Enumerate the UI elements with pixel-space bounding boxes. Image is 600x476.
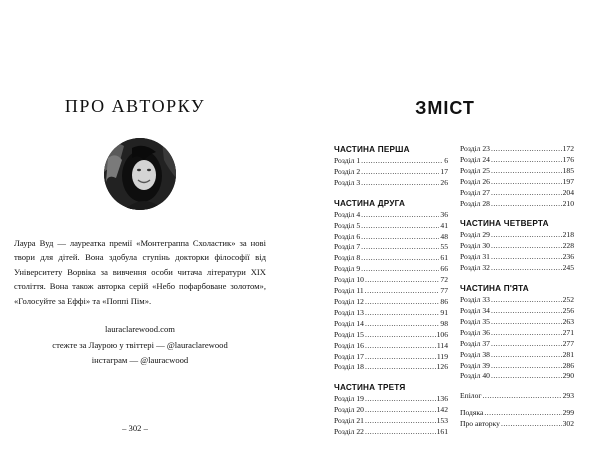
- entry-label: Розділ 30: [460, 241, 490, 251]
- contents-entry: [334, 242, 448, 253]
- dot-leader: [483, 391, 562, 402]
- contents-entry: [460, 391, 574, 402]
- contents-entry: [460, 306, 574, 317]
- contents-entry: [334, 264, 448, 275]
- entry-label: Розділ 1: [334, 156, 361, 165]
- contents-entry: [460, 350, 574, 361]
- contents-entry: [334, 286, 448, 297]
- contents-part: [334, 382, 448, 438]
- entry-label: Подяка: [460, 408, 484, 418]
- contents-entry: [334, 362, 448, 373]
- dot-leader: [365, 330, 436, 341]
- dot-leader: [501, 419, 562, 430]
- entry-page-number: 61: [440, 253, 448, 263]
- dot-leader: [491, 144, 562, 155]
- author-bio: Лаура Вуд — лауреатка премії «Монтеграппа Схоластик» за нові твори для дітей. Вона здобула ступінь докторки філософії від Університету Ворвіка за вивчення особи читача літератури XIX століття. Вона також авторка серій «Небо пофарбоване золотом», «Голосуйте за Еффі» та «Поппі Пім».: [14, 238, 266, 306]
- contents-entry: [460, 317, 574, 328]
- entry-page-number: 55: [440, 242, 448, 252]
- contents-entry: [460, 166, 574, 177]
- entry-label: Епілог: [460, 391, 482, 401]
- entry-label: Розділ 17: [334, 351, 364, 361]
- contents-entry: [460, 199, 574, 210]
- contents-entry: [334, 156, 448, 167]
- entry-page-number: 290: [562, 371, 574, 381]
- contents-entry: [334, 394, 448, 405]
- contents-part: [460, 283, 574, 382]
- entry-label: Розділ 2: [334, 166, 361, 176]
- dot-leader: [365, 362, 436, 373]
- entry-page-number: 86: [440, 296, 448, 306]
- entry-label: Розділ 33: [460, 295, 490, 305]
- contents-entry: [460, 361, 574, 372]
- entry-label: Розділ 29: [460, 230, 490, 240]
- dot-leader: [491, 263, 562, 274]
- entry-page-number: 142: [436, 405, 448, 415]
- dot-leader: [491, 155, 562, 166]
- dot-leader: [365, 405, 436, 416]
- part-heading: ЧАСТИНА П'ЯТА: [460, 284, 529, 294]
- contents-entry: [460, 144, 574, 155]
- dot-leader: [361, 232, 439, 243]
- contents-entry: [460, 177, 574, 188]
- dot-leader: [365, 427, 436, 438]
- entry-page-number: 161: [436, 427, 448, 437]
- entry-label: Розділ 8: [334, 253, 361, 263]
- contents-part: [334, 144, 448, 189]
- entry-label: Розділ 27: [460, 187, 490, 197]
- about-author-title: ПРО АВТОРКУ: [64, 96, 206, 116]
- entry-page-number: 172: [562, 144, 574, 153]
- contents-entry: [334, 352, 448, 363]
- contents-entry: [334, 210, 448, 221]
- entry-label: Розділ 25: [460, 165, 490, 175]
- entry-page-number: 126: [436, 362, 448, 372]
- entry-label: Розділ 18: [334, 362, 364, 372]
- entry-label: Розділ 37: [460, 338, 490, 348]
- contents-entry: [334, 253, 448, 264]
- dot-leader: [491, 328, 562, 339]
- dot-leader: [365, 352, 436, 363]
- author-instagram: інстаграм — @lauracwood: [91, 355, 189, 365]
- entry-label: Розділ 35: [460, 316, 490, 326]
- dot-leader: [365, 308, 439, 319]
- entry-label: Розділ 26: [460, 176, 490, 186]
- entry-page-number: 218: [562, 230, 574, 240]
- entry-page-number: 185: [562, 165, 574, 175]
- entry-page-number: 136: [436, 394, 448, 404]
- dot-leader: [491, 252, 562, 263]
- entry-page-number: 277: [562, 338, 574, 348]
- dot-leader: [491, 188, 562, 199]
- contents-entry: [460, 252, 574, 263]
- contents-part: [460, 218, 574, 274]
- entry-label: Розділ 38: [460, 349, 490, 359]
- entry-page-number: 236: [562, 252, 574, 262]
- entry-page-number: 114: [436, 340, 448, 350]
- entry-page-number: 263: [562, 316, 574, 326]
- entry-page-number: 6: [444, 156, 448, 165]
- entry-page-number: 41: [440, 220, 448, 230]
- dot-leader: [491, 371, 562, 382]
- dot-leader: [365, 416, 436, 427]
- entry-page-number: 281: [562, 349, 574, 359]
- entry-page-number: 48: [440, 231, 448, 241]
- entry-label: Розділ 19: [334, 394, 364, 404]
- dot-leader: [491, 295, 562, 306]
- entry-label: Розділ 5: [334, 220, 361, 230]
- contents-entry: [460, 419, 574, 430]
- entry-page-number: 36: [440, 209, 448, 219]
- contents-entry: [334, 330, 448, 341]
- dot-leader: [365, 341, 436, 352]
- contents-entry: [460, 263, 574, 274]
- entry-label: Розділ 40: [460, 371, 490, 381]
- dot-leader: [365, 394, 436, 405]
- contents-entry: [334, 232, 448, 243]
- contents-entry: [460, 371, 574, 382]
- entry-label: Розділ 4: [334, 209, 361, 219]
- dot-leader: [361, 253, 439, 264]
- entry-page-number: 256: [562, 305, 574, 315]
- author-contacts: [40, 322, 240, 369]
- dot-leader: [491, 350, 562, 361]
- entry-label: Розділ 16: [334, 340, 364, 350]
- entry-label: Розділ 15: [334, 329, 364, 339]
- contents-entry: [460, 230, 574, 241]
- entry-label: Про авторку: [460, 419, 500, 429]
- entry-page-number: 204: [562, 187, 574, 197]
- dot-leader: [361, 264, 439, 275]
- part-heading: ЧАСТИНА ТРЕТЯ: [334, 383, 406, 393]
- contents-entry: [460, 155, 574, 166]
- dot-leader: [491, 241, 562, 252]
- contents-entry: [460, 241, 574, 252]
- entry-label: Розділ 23: [460, 144, 490, 153]
- contents-parts: [460, 218, 574, 382]
- entry-label: Розділ 21: [334, 416, 364, 426]
- entry-page-number: 153: [436, 416, 448, 426]
- entry-page-number: 286: [562, 360, 574, 370]
- author-twitter: стежте за Лаурою у твіттері — @lauraclarewood: [52, 339, 228, 350]
- entry-label: Розділ 6: [334, 231, 361, 241]
- entry-label: Розділ 3: [334, 177, 361, 187]
- part-heading: ЧАСТИНА ДРУГА: [334, 198, 406, 208]
- entry-page-number: 106: [436, 329, 448, 339]
- contents-entry: [334, 178, 448, 189]
- entry-page-number: 197: [562, 176, 574, 186]
- entry-page-number: 98: [440, 318, 448, 328]
- entry-page-number: 210: [562, 198, 574, 208]
- entry-label: Розділ 24: [460, 154, 490, 164]
- entry-page-number: 66: [440, 264, 448, 274]
- entry-page-number: 72: [440, 275, 448, 285]
- entry-label: Розділ 13: [334, 307, 364, 317]
- entry-page-number: 77: [440, 286, 448, 296]
- entry-label: Розділ 14: [334, 318, 364, 328]
- contents-extras: [460, 391, 574, 430]
- entry-page-number: 91: [440, 307, 448, 317]
- contents-entry: [334, 427, 448, 438]
- contents-entry: [334, 341, 448, 352]
- entry-label: Розділ 9: [334, 264, 361, 274]
- contents-column-2: [460, 144, 574, 430]
- entry-page-number: 245: [562, 263, 574, 273]
- author-website: laurаclarewood.com: [105, 324, 175, 334]
- entry-label: Розділ 39: [460, 360, 490, 370]
- contents-entry: [460, 339, 574, 350]
- dot-leader: [365, 275, 439, 286]
- contents-entry: [334, 167, 448, 178]
- part-heading: ЧАСТИНА ПЕРША: [334, 145, 410, 154]
- entry-page-number: 228: [562, 241, 574, 251]
- entry-label: Розділ 11: [334, 286, 364, 296]
- dot-leader: [491, 339, 562, 350]
- dot-leader: [491, 199, 562, 210]
- dot-leader: [491, 166, 562, 177]
- contents-entry: [460, 295, 574, 306]
- entry-page-number: 17: [440, 166, 448, 176]
- dot-leader: [491, 306, 562, 317]
- dot-leader: [361, 167, 439, 178]
- author-photo: [104, 138, 176, 210]
- entry-page-number: 293: [562, 391, 574, 401]
- entry-label: Розділ 10: [334, 275, 364, 285]
- entry-label: Розділ 32: [460, 263, 490, 273]
- contents-entry: [334, 416, 448, 427]
- right-page: [300, 0, 600, 476]
- entry-label: Розділ 22: [334, 427, 364, 437]
- dot-leader: [361, 156, 443, 167]
- contents-entry: [334, 297, 448, 308]
- dot-leader: [484, 408, 561, 419]
- contents-entry: [334, 405, 448, 416]
- dot-leader: [361, 221, 439, 232]
- dot-leader: [361, 178, 439, 189]
- part-heading: ЧАСТИНА ЧЕТВЕРТА: [460, 219, 549, 229]
- dot-leader: [361, 242, 439, 253]
- entry-label: Розділ 31: [460, 252, 490, 262]
- entry-page-number: 299: [562, 408, 574, 418]
- contents-entry: [334, 221, 448, 232]
- dot-leader: [361, 210, 439, 221]
- contents-title: ЗМІСТ: [415, 98, 475, 118]
- page-number: – 302 –: [122, 423, 148, 433]
- entry-page-number: 252: [562, 295, 574, 305]
- entry-label: Розділ 7: [334, 242, 361, 252]
- contents-part: [334, 198, 448, 374]
- entry-label: Розділ 12: [334, 296, 364, 306]
- dot-leader: [365, 297, 439, 308]
- dot-leader: [365, 286, 440, 297]
- contents-entry: [334, 308, 448, 319]
- contents-entry: [334, 275, 448, 286]
- entry-label: Розділ 36: [460, 327, 490, 337]
- entry-label: Розділ 34: [460, 305, 490, 315]
- entry-label: Розділ 20: [334, 405, 364, 415]
- entry-page-number: 119: [436, 351, 448, 361]
- contents-column-1: [334, 144, 448, 447]
- contents-continued: [460, 144, 574, 209]
- entry-label: Розділ 28: [460, 198, 490, 208]
- contents-entry: [460, 328, 574, 339]
- entry-page-number: 176: [562, 154, 574, 164]
- contents-entry: [460, 408, 574, 419]
- entry-page-number: 26: [440, 177, 448, 187]
- dot-leader: [491, 177, 562, 188]
- dot-leader: [365, 319, 439, 330]
- contents-entry: [460, 188, 574, 199]
- dot-leader: [491, 361, 562, 372]
- entry-page-number: 271: [562, 327, 574, 337]
- dot-leader: [491, 317, 562, 328]
- entry-page-number: 302: [562, 419, 574, 429]
- dot-leader: [491, 230, 562, 241]
- contents-entry: [334, 319, 448, 330]
